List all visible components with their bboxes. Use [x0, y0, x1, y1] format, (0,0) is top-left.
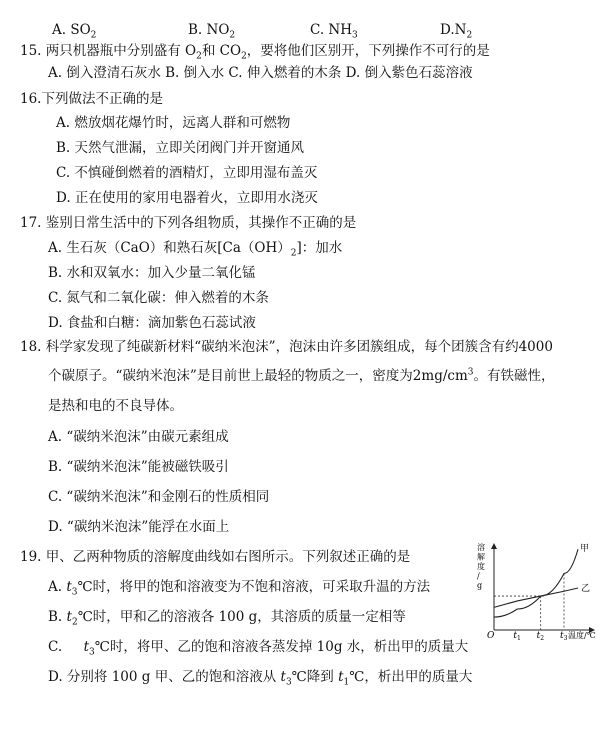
q17-option-a: A. 生石灰（CaO）和熟石灰$[Ca(OH)_2]$：加水 — [48, 240, 343, 259]
q17-option-c: C. 氮气和二氧化碳：伸入燃着的木条 — [48, 290, 269, 306]
q18-option-d: D. “碳纳米泡沫”能浮在水面上 — [48, 519, 230, 535]
q16-option-a: A. 燃放烟花爆竹时，远离人群和可燃物 — [56, 115, 291, 131]
q18-option-c: C. “碳纳米泡沫”和金刚石的性质相同 — [48, 489, 270, 505]
series-line-jia — [494, 549, 578, 617]
y-axis-label-char: 度 — [477, 562, 485, 571]
q14-option-c: C. $NH_3$ — [310, 22, 358, 41]
y-axis-label — [477, 542, 485, 590]
q18-option-b: B. “碳纳米泡沫”能被磁铁吸引 — [48, 459, 229, 475]
q18-stem-line1: 18. 科学家发现了纯碳新材料“碳纳米泡沫”，泡沫由许多团簇组成，每个团簇含有约4000 — [20, 339, 553, 355]
x-axis-label: 温度/℃ — [568, 631, 596, 640]
q17-option-d: D. 食盐和白糖：滴加紫色石蕊试液 — [48, 315, 256, 331]
q18-stem-line2: 个碳原子。“碳纳米泡沫”是目前世上最轻的物质之一，密度为$2mg/cm^3$。有铁磁性， — [48, 367, 555, 384]
y-axis-label-char: 溶 — [477, 543, 485, 552]
y-axis-label-char: 解 — [477, 552, 485, 562]
y-axis-label-char: g — [477, 581, 483, 590]
q14-option-a: A. $SO_2$ — [52, 22, 97, 41]
q14-option-b: B. $NO_2$ — [188, 22, 236, 41]
series-line-yi — [494, 588, 578, 607]
q19-option-a: A. $t_3℃$时，将甲的饱和溶液变为不饱和溶液，可采取升温的方法 — [48, 579, 431, 598]
q14-option-d: $D.N_2$ — [440, 22, 473, 41]
q19-option-d: D. 分别将 100 g 甲、乙的饱和溶液从 $t_3℃$降到 $t_1℃$，析出甲的质量大 — [48, 669, 473, 688]
q19-option-c: C. $t_3℃$时，将甲、乙的饱和溶液各蒸发掉 10g 水，析出甲的质量大 — [48, 639, 469, 658]
q14-options — [0, 22, 600, 40]
y-axis-label-char: / — [477, 571, 480, 581]
x-tick-label: $t_3$ — [560, 631, 568, 642]
q15-options: A. 倒入澄清石灰水 B. 倒入水 C. 伸入燃着的木条 D. 倒入紫色石蕊溶液 — [48, 65, 473, 81]
q18-option-a: A. “碳纳米泡沫”由碳元素组成 — [48, 429, 229, 445]
q19-stem: 19. 甲、乙两种物质的溶解度曲线如右图所示。下列叙述正确的是 — [20, 549, 411, 565]
q18-stem-line3: 是热和电的不良导体。 — [48, 398, 183, 414]
solubility-chart — [472, 538, 598, 644]
series-label: 甲 — [580, 544, 590, 555]
q15-stem: 15. 两只机器瓶中分别盛有 $O_2$和 $CO_2$，要将他们区别开，下列操作不可行的是 — [20, 43, 490, 62]
q16-stem: 16.下列做法不正确的是 — [20, 91, 163, 107]
series-label: 乙 — [581, 584, 591, 594]
q19-option-b: B. $t_2℃$时，甲和乙的溶液各 100 g，其溶质的质量一定相等 — [48, 609, 406, 628]
x-tick-label: $t_1$ — [513, 631, 521, 642]
origin-label: O — [487, 631, 495, 641]
q16-option-d: D. 正在使用的家用电器着火，立即用水浇灭 — [56, 190, 318, 206]
q16-option-c: C. 不慎碰倒燃着的酒精灯，立即用湿布盖灭 — [56, 165, 318, 181]
x-tick-label: $t_2$ — [536, 631, 545, 642]
q17-option-b: B. 水和双氧水：加入少量二氧化锰 — [48, 265, 256, 281]
q17-stem: 17. 鉴别日常生活中的下列各组物质，其操作不正确的是 — [20, 215, 357, 231]
q16-option-b: B. 天然气泄漏，立即关闭阀门并开窗通风 — [56, 140, 305, 156]
